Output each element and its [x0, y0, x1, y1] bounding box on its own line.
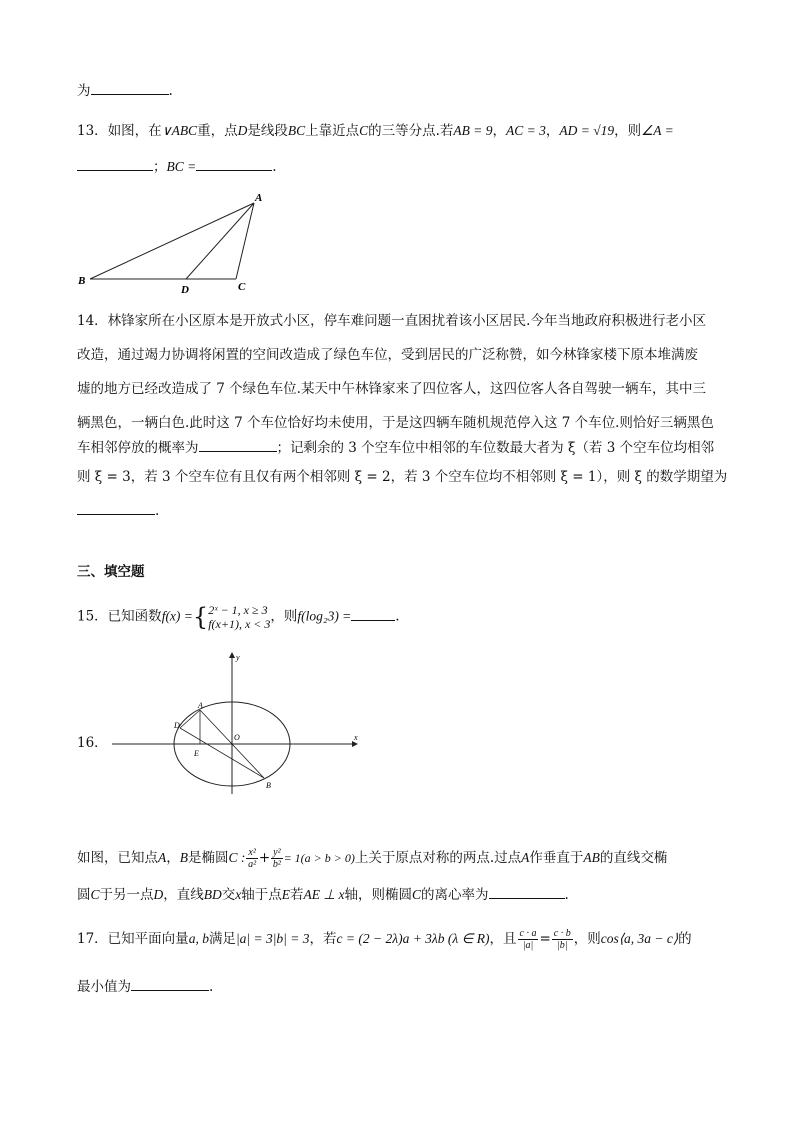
- q16-l2a: 圆: [77, 887, 91, 903]
- segment-ac: [236, 203, 254, 279]
- q13-text-f: ，则: [614, 123, 642, 139]
- q12-suffix: .: [168, 83, 173, 99]
- q13-segment-bc: BC: [287, 123, 306, 138]
- q16-l2d: 交: [221, 887, 236, 903]
- q16-line1: [77, 846, 667, 870]
- q16-x: x: [235, 887, 242, 902]
- q12-answer-blank[interactable]: [91, 80, 169, 95]
- label-x: x: [354, 733, 358, 742]
- q13-triangle: ∨ABC: [161, 123, 198, 138]
- q14-line2: 改造，通过竭力协调将闲置的空间改造成了绿色车位，受到居民的广泛称赞，如今林锋家楼下原本堆满废: [77, 347, 698, 363]
- q14-prob-blank[interactable]: [199, 437, 277, 452]
- q15-end: .: [395, 608, 400, 625]
- q13-bc-blank[interactable]: [196, 156, 272, 171]
- q16-l2g: 轴，则椭圆: [344, 887, 413, 903]
- q17-ab: a, b: [188, 931, 209, 946]
- q16-l1c: 是椭圆: [188, 850, 229, 866]
- label-a: A: [255, 192, 263, 204]
- q16-perp: AE ⊥ x: [303, 887, 345, 902]
- q16-ab: AB: [583, 850, 600, 865]
- q15-case2: f(x+1), x < 3: [208, 617, 271, 631]
- q17-f2-den: |b|: [556, 940, 568, 951]
- q17-answer-blank[interactable]: [131, 976, 209, 991]
- q17-l1c: ，且: [489, 931, 517, 947]
- q12-prefix: 为: [77, 83, 91, 99]
- q17-number: 17．已知平面向量: [77, 931, 189, 947]
- q13-text-d: 上靠近点: [305, 123, 360, 139]
- q16-plus: +: [258, 850, 271, 866]
- q15-brace-icon: {: [192, 603, 209, 631]
- q14-line3: 墟的地方已经改造成了 7 个绿色车位.某天中午林锋家来了四位客人，这四位客人各自驾驶一辆车，其中三: [77, 381, 706, 397]
- q16-frac-y-den: b²: [272, 859, 281, 870]
- q17-line1: [77, 925, 692, 953]
- q16-l2h: 的离心率为: [421, 887, 489, 903]
- q16-l1a: 如图，已知点: [77, 850, 158, 866]
- q13-comma-1: ，: [492, 123, 507, 139]
- q16-bd: BD: [203, 887, 222, 902]
- q16-l2b: 于另一点: [99, 887, 154, 903]
- q17-frac-1: [518, 928, 539, 951]
- q14-line7: [77, 500, 159, 521]
- q16-l2e: 轴于点: [241, 887, 282, 903]
- q14-line6: 则 ξ = 3，若 3 个空车位有且仅有两个相邻则 ξ = 2，若 3 个空车位均不相邻则 ξ = 1），则 ξ 的数学期望为: [77, 469, 728, 485]
- label-b: B: [78, 275, 86, 287]
- q17-eq: =: [539, 931, 551, 947]
- q13-text-c: 是线段: [247, 123, 288, 139]
- segment-bd: [180, 728, 264, 778]
- q16-frac-x-den: a²: [248, 859, 257, 870]
- q16-l1b: ，: [166, 850, 180, 866]
- q16-frac-y-num: y²: [273, 847, 281, 858]
- q13-angle-blank[interactable]: [77, 156, 153, 171]
- q16-point-e: E: [281, 887, 291, 902]
- section-3-title: 三、填空题: [77, 564, 145, 580]
- q17-l1a: 满足: [208, 931, 236, 947]
- label-c: C: [238, 281, 246, 293]
- q17-f1-num: c · a: [519, 928, 537, 939]
- q13-text-a: 如图，在: [107, 123, 162, 139]
- q13-text-e: 的三等分点.若: [368, 123, 454, 139]
- q16-ellipse-figure: [110, 648, 360, 798]
- q14-line5: [77, 437, 714, 458]
- q14-l5a: 车相邻停放的概率为: [77, 440, 199, 456]
- q15-answer-blank[interactable]: [351, 606, 395, 621]
- label-o: O: [234, 733, 240, 742]
- q17-l1b: ，若: [309, 931, 337, 947]
- q13-comma-2: ，: [545, 123, 560, 139]
- q15-number: 15．已知函数: [77, 608, 162, 625]
- q17-cos: cos⟨a, 3a − c⟩: [600, 931, 679, 946]
- q16-frac-x: [246, 847, 257, 870]
- label-d: D: [181, 284, 189, 296]
- q17-line2: [77, 976, 213, 997]
- q16-ellipse-name: C :: [228, 850, 246, 865]
- q13-point-d: D: [237, 123, 248, 138]
- y-axis-arrow-icon: [229, 652, 235, 658]
- q14-line4: 辆黑色，一辆白色.此时这 7 个车位恰好均未使用，于是这四辆车随机规范停入这 7 个车位.则恰好三辆黑色: [77, 415, 714, 431]
- label-y: y: [236, 653, 240, 662]
- q16-answer-blank[interactable]: [489, 884, 565, 899]
- q17-l2: 最小值为: [77, 979, 131, 995]
- q14-l5b: ；记剩余的 3 个空车位中相邻的车位数最大者为 ξ（若 3 个空车位均相邻: [276, 440, 715, 456]
- q17-f2-num: c · b: [553, 928, 571, 939]
- q13-eq-ab: AB = 9: [453, 123, 493, 138]
- q13-end: .: [272, 159, 277, 175]
- q17-f1-den: |a|: [522, 940, 534, 951]
- q13-text-b: 重，点: [197, 123, 238, 139]
- q17-cond: |a| = 3|b| = 3: [235, 931, 310, 946]
- q16-frac-x-num: x²: [248, 847, 256, 858]
- q16-number: 16．: [77, 735, 108, 751]
- q16-l2c: ，直线: [163, 887, 204, 903]
- label-b: B: [266, 781, 271, 790]
- q13-eq-ac: AC = 3: [506, 123, 546, 138]
- q17-l1e: 的: [678, 931, 692, 947]
- q13-angle-a: ∠A =: [641, 123, 674, 138]
- q15-fx: f(x) =: [161, 608, 193, 624]
- q15-line: [77, 603, 400, 631]
- q16-point-a: A: [158, 850, 167, 865]
- label-d: D: [174, 721, 180, 730]
- q16-frac-y: [271, 847, 282, 870]
- q17-frac-2: [552, 928, 573, 951]
- segment-ad: [186, 203, 254, 279]
- label-a: A: [198, 701, 203, 710]
- q13-bc-eq: BC =: [166, 159, 197, 174]
- q16-line2: 圆C于另一点D，直线BD交x轴于点E若AE ⊥ x轴，则椭圆C的离心率为 .: [77, 884, 569, 905]
- q16-l1d: 上关于原点对称的两点.过点: [354, 850, 522, 866]
- q13-sep: ；: [153, 159, 167, 175]
- q16-point-a-2: A: [521, 850, 530, 865]
- q13-eq-ad: AD = √19: [559, 123, 615, 138]
- q14-expectation-blank[interactable]: [77, 500, 155, 515]
- q13-line1: [77, 121, 674, 141]
- q15-cases: [208, 603, 270, 631]
- q16-l1f: 的直线交椭: [599, 850, 668, 866]
- q12-tail: [77, 80, 173, 101]
- q14-line1: 14．林锋家所在小区原本是开放式小区，停车难问题一直困扰着该小区居民.今年当地政府积极进行老小区: [77, 313, 706, 329]
- q17-l1d: ，则: [573, 931, 601, 947]
- q15-case1: 2ˣ − 1, x ≥ 3: [208, 603, 268, 617]
- q13-point-c: C: [359, 123, 369, 138]
- q16-l1e: 作垂直于: [529, 850, 584, 866]
- q17-end: .: [209, 979, 214, 995]
- q16-l2f: 若: [290, 887, 304, 903]
- q13-triangle-figure: [74, 190, 274, 296]
- q15-then: ，则: [270, 608, 298, 625]
- q16-end: .: [564, 887, 569, 903]
- q16-point-b: B: [179, 850, 188, 865]
- q17-c-def: c = (2 − 2λ)a + 3λb (λ ∈ R): [336, 931, 490, 946]
- q15-ask: f(log₂3) =: [297, 608, 352, 624]
- label-e: E: [194, 749, 199, 758]
- q13-line2: [77, 156, 277, 177]
- segment-ab: [90, 203, 254, 279]
- q13-number: 13．: [77, 123, 108, 139]
- q16-cond: = 1(a > b > 0): [283, 851, 355, 865]
- segment-ad: [180, 710, 200, 728]
- q14-end: .: [155, 503, 160, 519]
